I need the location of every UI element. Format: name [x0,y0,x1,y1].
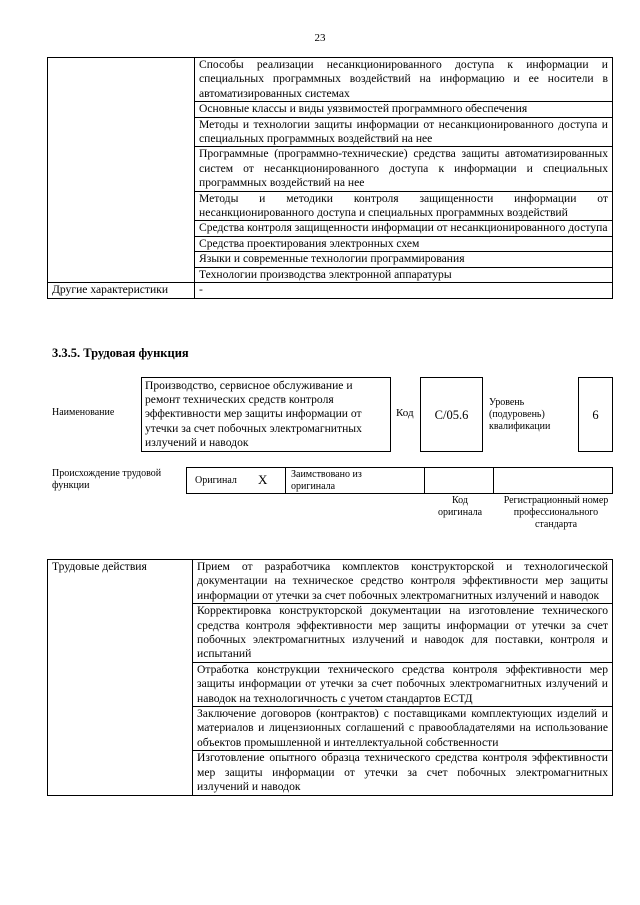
divider [493,468,494,493]
table-row: Прием от разработчика комплектов конструкторской и технологической документации на техническое средство контроля эффективности мер защиты информации от утечки за счет побочных электромагнитных излучений и наводок [193,560,613,604]
code-original-caption: Код оригинала [437,495,483,518]
code-label: Код [396,407,414,419]
table-row: Средства проектирования электронных схем [195,236,613,251]
table-row: Корректировка конструкторской документации на изготовление технического средства контроля эффективности мер защиты информации от утечки за счет побочных электромагнитных излучений и наводок для поставки, контроля и испытаний [193,604,613,663]
labor-actions-label: Трудовые действия [48,560,193,796]
original-label: Оригинал [195,475,237,486]
other-characteristics-value: - [195,283,613,298]
table-row: Языки и современные технологии программирования [195,252,613,267]
other-characteristics-label: Другие характеристики [48,283,195,298]
table-row: Методы и технологии защиты информации от несанкционированного доступа и специальных программных воздействий на нее [195,117,613,147]
origin-label: Происхождение трудовой функции [52,468,162,491]
empty-label-cell [48,58,195,283]
knowledge-table [47,57,613,299]
registration-caption: Регистрационный номер профессионального стандарта [503,495,609,530]
divider [285,468,286,493]
table-row: Изготовление опытного образца технического средства контроля эффективности мер защиты информации от утечки за счет побочных электромагнитных излучений и наводок [193,751,613,795]
table-row: Методы и методики контроля защищенности информации от несанкционированного доступа и специальных программных воздействий [195,191,613,221]
table-row: Отработка конструкции технического средства контроля эффективности мер защиты информации от утечки за счет побочных электромагнитных излучений и наводок на технологичность с учетом стандартов ЕСТД [193,662,613,706]
section-title: 3.3.5. Трудовая функция [52,346,189,360]
borrowed-label: Заимствовано из оригинала [291,469,362,492]
page-number: 23 [314,32,326,44]
table-row: Средства контроля защищенности информации от несанкционированного доступа [195,221,613,236]
table-row: Способы реализации несанкционированного доступа к информации и специальных программных воздействий на информацию и ее носители в автоматизированных системах [195,58,613,102]
original-mark: X [258,472,268,487]
level-label: Уровень (подуровень) квалификации [489,397,551,432]
table-row: Заключение договоров (контрактов) с поставщиками комплектующих изделий и материалов и лицензионных соглашений с правообладателями на использование объектов промышленной и интеллектуальной собственности [193,707,613,751]
origin-row [186,467,613,494]
divider [424,468,425,493]
name-label: Наименование [52,407,115,418]
table-row: Технологии производства электронной аппаратуры [195,267,613,282]
labor-actions-table [47,559,613,796]
level-value-box: 6 [578,377,613,452]
table-row: Программные (программно-технические) средства защиты автоматизированных систем от несанкционированного доступа к информации и специальных программных воздействий на нее [195,147,613,191]
function-name-box: Производство, сервисное обслуживание и ремонт технических средств контроля эффективности мер защиты информации от утечки за счет побочных электромагнитных излучений и наводок [141,377,391,452]
code-value-box: C/05.6 [420,377,483,452]
table-row: Основные классы и виды уязвимостей программного обеспечения [195,102,613,117]
